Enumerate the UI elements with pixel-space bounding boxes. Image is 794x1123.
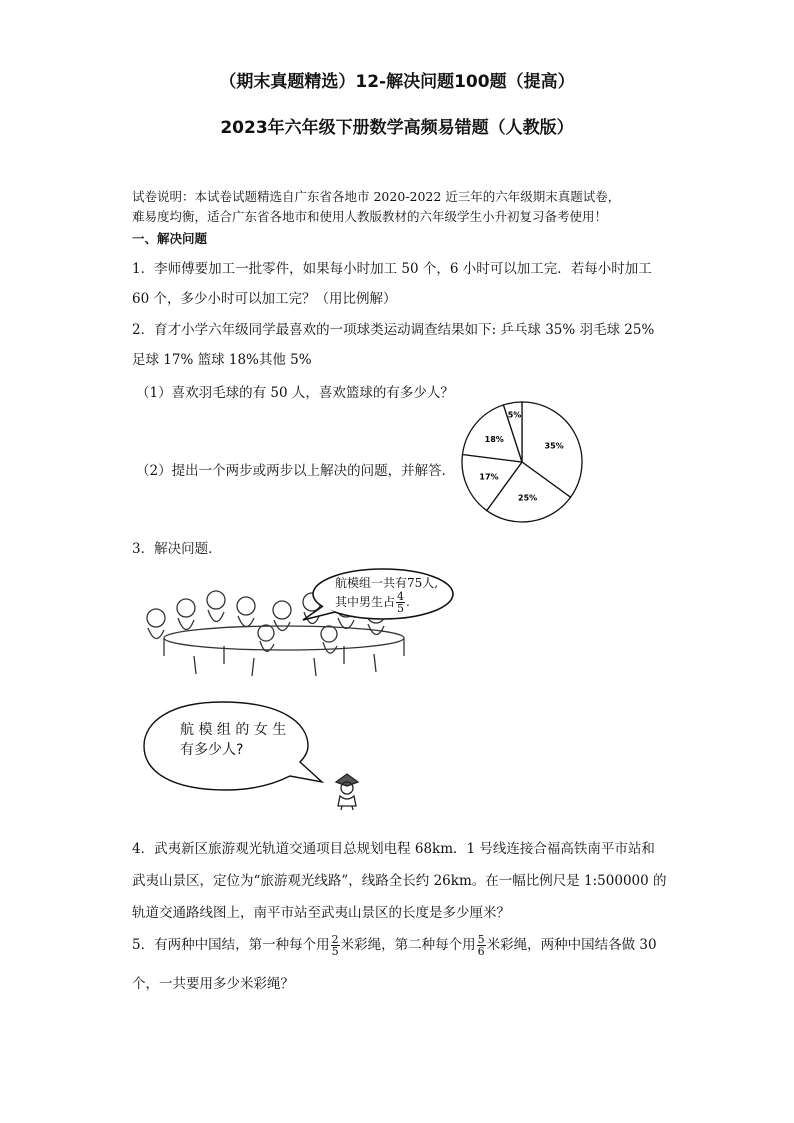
section-heading: 一、解决问题 (132, 231, 208, 246)
question-2-line-2: 足球 17% 篮球 18%其他 5% (132, 352, 312, 368)
page-subtitle: 2023年六年级下册数学高频易错题（人教版） (220, 118, 574, 138)
question-4-line-3: 轨道交通路线图上，南平市站至武夷山景区的长度是多少厘米？ (132, 905, 510, 921)
fraction-denominator: 5 (331, 945, 339, 958)
fraction-numerator: 5 (477, 933, 485, 946)
speech-bubble-bottom-line-2: 有多少人? (180, 742, 244, 758)
question-4-line-1: 4．武夷新区旅游观光轨道交通项目总规划电程 68km．1 号线连接合福高铁南平市站和 (132, 841, 655, 857)
fraction-two-fifths (331, 934, 340, 957)
question-5-text-pre: 5．有两种中国结，第一种每个用 (132, 937, 330, 953)
fraction-denominator: 6 (477, 945, 485, 958)
intro-text-line-1: 试卷说明：本试卷试题精选自广东省各地市 2020-2022 近三年的六年级期末真题试卷， (132, 189, 621, 204)
question-5-line-1 (132, 932, 657, 958)
question-5-line-2: 个，一共要用多少米彩绳？ (132, 976, 294, 992)
speech-bubble-top-line-2-pre: 其中男生占 (335, 595, 396, 609)
question-1-line-1: 1．李师傅要加工一批零件，如果每小时加工 50 个，6 小时可以加工完．若每小时加工 (132, 261, 652, 277)
speech-bubble-top-text (335, 576, 438, 614)
page-title: （期末真题精选）12-解决问题100题（提高） (219, 72, 575, 92)
question-3-heading: 3．解决问题． (132, 541, 222, 557)
fraction-numerator: 4 (397, 590, 405, 603)
pie-slice-label: 17% (479, 472, 499, 482)
intro-text-line-2: 难易度均衡，适合广东省各地市和使用人教版教材的六年级学生小升初复习备考使用！ (132, 209, 608, 224)
child-figure-illustration (330, 772, 364, 810)
speech-bubble-top-line-2-post: . (406, 595, 410, 609)
speech-bubble-top-line-2 (335, 591, 438, 614)
question-2-line-1: 2．育才小学六年级同学最喜欢的一项球类运动调查结果如下: 乒乓球 35% 羽毛球 25% (132, 322, 655, 338)
pie-slice-label: 35% (544, 441, 564, 451)
question-1-line-2: 60 个，多少小时可以加工完？（用比例解） (132, 291, 397, 307)
question-4-line-2: 武夷山景区，定位为“旅游观光线路”，线路全长约 26km。在一幅比例尺是 1:500000 的 (132, 873, 667, 889)
fraction-numerator: 2 (331, 933, 339, 946)
pie-slice-label: 5% (507, 410, 522, 420)
fraction-denominator: 5 (397, 602, 405, 615)
question-2-sub-2: （2）提出一个两步或两步以上解决的问题，并解答． (136, 463, 456, 479)
pie-slice-label: 18% (484, 435, 504, 445)
pie-chart (452, 400, 592, 524)
question-5-text-post: 米彩绳，两种中国结各做 30 (486, 937, 657, 953)
speech-bubble-bottom-line-1: 航 模 组 的 女 生 (180, 722, 287, 738)
pie-slice-label: 25% (518, 493, 538, 503)
speech-bubble-top-line-1: 航模组一共有75人, (335, 576, 439, 590)
fraction-four-fifths (396, 591, 405, 614)
question-5-text-mid: 米彩绳，第二种每个用 (340, 937, 476, 953)
question-2-sub-1: （1）喜欢羽毛球的有 50 人，喜欢篮球的有多少人？ (136, 385, 454, 401)
fraction-five-sixths (477, 934, 486, 957)
speech-bubble-bottom-text (180, 720, 286, 760)
